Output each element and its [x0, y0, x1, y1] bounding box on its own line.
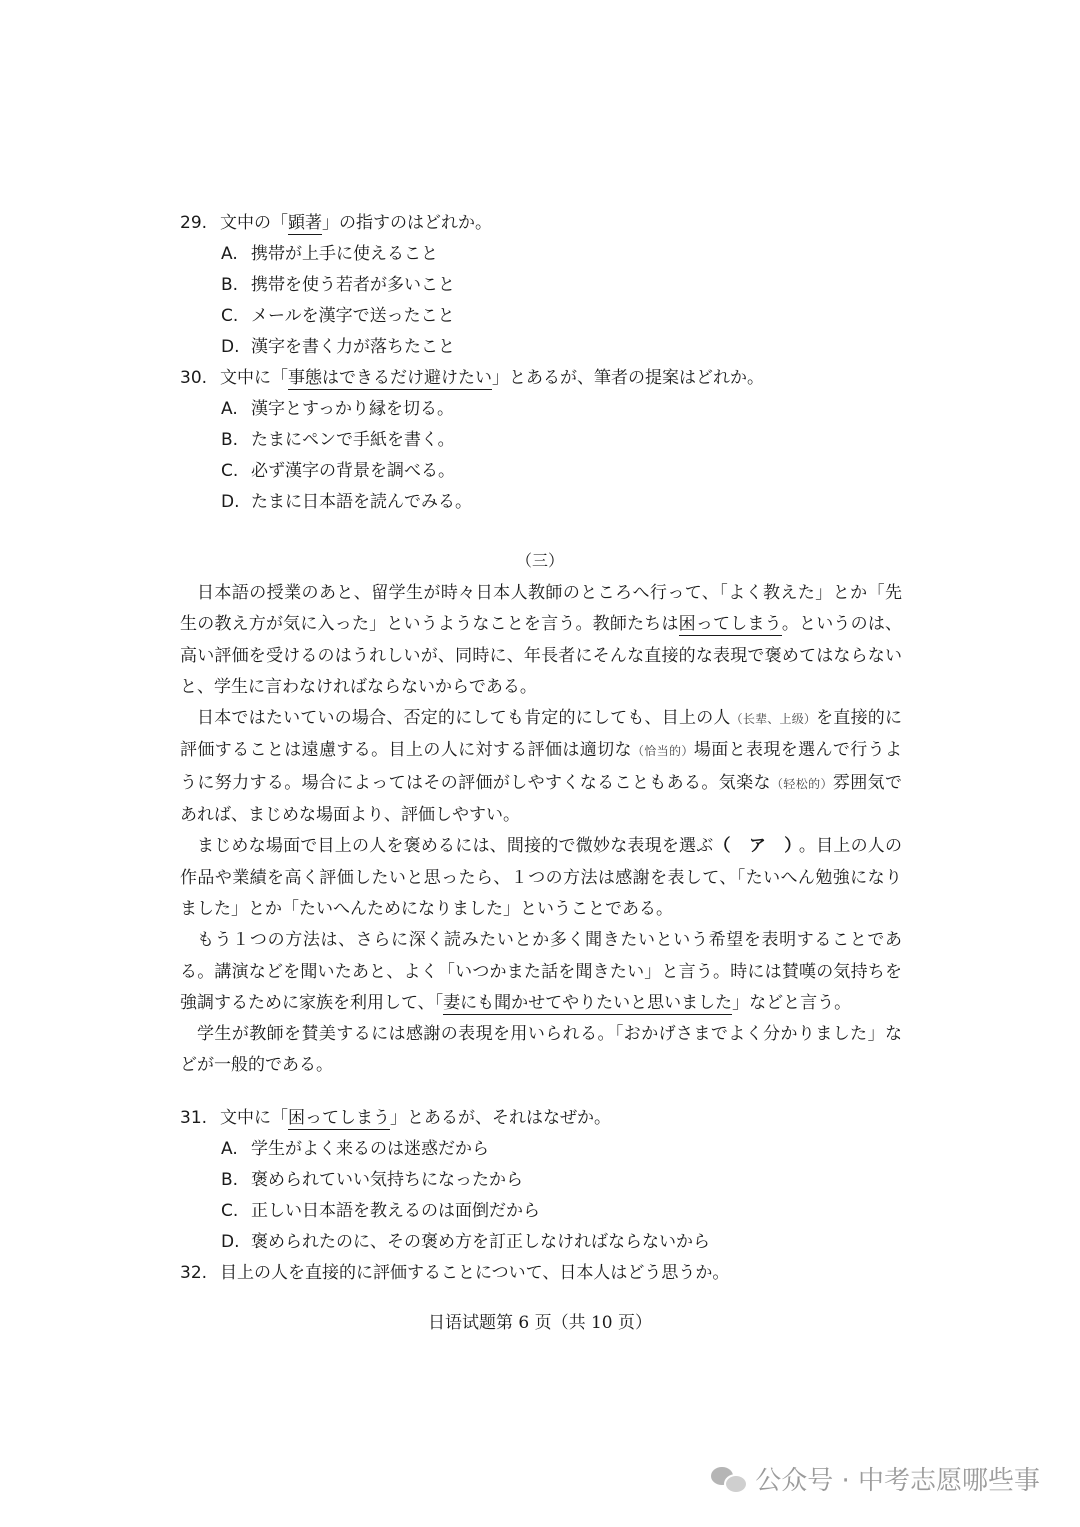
- q30-option-a: [221, 394, 454, 425]
- reading-passage: [180, 578, 902, 1082]
- text-run: 。目上の人の作品や業績を高く評価したいと思ったら、１つの方法は感謝を表して、「たいへん勉強になりました」とか「たいへんためになりました」ということである。: [180, 836, 903, 919]
- option-text: 正しい日本語を教えるのは面倒だから: [251, 1201, 540, 1221]
- passage-paragraph-2: [180, 703, 902, 831]
- option-letter: C.: [221, 461, 239, 481]
- question-number: 29.: [180, 213, 208, 233]
- text-run: を直接的に評価することは遠慮する。目上の人に対する評価は適切な: [180, 708, 902, 761]
- gloss-note: （恰当的）: [631, 744, 694, 759]
- q29-option-b: [221, 270, 455, 301]
- option-text: 褒められていい気持ちになったから: [251, 1170, 523, 1190]
- gloss-note: （长辈、上级）: [730, 712, 817, 727]
- text-run: 場面と表現を選んで行うように努力する。場合によってはその評価がしやすくなることもある。気楽な: [180, 740, 902, 793]
- option-letter: D.: [221, 1232, 240, 1252]
- question-number: 32.: [180, 1263, 208, 1283]
- question-29: [180, 208, 492, 239]
- question-30: [180, 363, 764, 394]
- q29-option-d: [221, 332, 455, 363]
- text-run: まじめな場面で目上の人を褒めるには、間接的で微妙な表現を選ぶ: [197, 836, 714, 857]
- question-text: 目上の人を直接的に評価することについて、日本人はどう思うか。: [220, 1263, 730, 1283]
- text-run: もう１つの方法は、さらに深く読みたいとか多く聞きたいという希望を表明することである。講演などを聞いたあと、よく「いつかまた話を聞きたい」と言う。時には賛嘆の気持ちを強調するために家族を利用して、「: [180, 930, 902, 1013]
- text-run: 」などと言う。: [732, 992, 852, 1013]
- underlined-term: 事態はできるだけ避けたい: [288, 368, 492, 388]
- wechat-icon: [711, 1465, 745, 1493]
- question-number: 31.: [180, 1108, 208, 1128]
- q29-option-a: [221, 239, 438, 270]
- question-31: [180, 1103, 611, 1134]
- q31-option-d: [221, 1227, 710, 1258]
- option-text: 必ず漢字の背景を調べる。: [251, 461, 455, 481]
- passage-paragraph-5: 学生が教師を賛美するには感謝の表現を用いられる。「おかげさまでよく分かりました」などが一般的である。: [180, 1024, 902, 1076]
- option-text: たまに日本語を読んでみる。: [251, 492, 472, 512]
- q31-option-c: [221, 1196, 540, 1227]
- q30-option-c: [221, 456, 455, 487]
- underlined-phrase: 困ってしまう: [678, 614, 782, 635]
- option-text: 携帯が上手に使えること: [251, 244, 438, 264]
- question-32: [180, 1258, 729, 1289]
- text-run: 日本ではたいていの場合、否定的にしても肯定的にしても、目上の人: [197, 708, 731, 729]
- question-text-pre: 文中に「: [220, 368, 288, 388]
- option-letter: A.: [221, 1139, 238, 1159]
- option-letter: B.: [221, 1170, 239, 1190]
- option-text: たまにペンで手紙を書く。: [251, 430, 455, 450]
- q30-option-d: [221, 487, 472, 518]
- watermark-text: 公众号 · 中考志愿哪些事: [755, 1466, 1040, 1496]
- question-text-post: 」の指すのはどれか。: [322, 213, 492, 233]
- question-text-pre: 文中の「: [220, 213, 288, 233]
- q31-option-b: [221, 1165, 523, 1196]
- option-letter: D.: [221, 492, 240, 512]
- question-text-post: 」とあるが、筆者の提案はどれか。: [492, 368, 764, 388]
- text-run: 。というのは、高い評価を受けるのはうれしいが、同時に、年長者にそんな直接的な表現で褒めてはならないと、学生に言わなければならないからである。: [180, 614, 903, 697]
- option-letter: B.: [221, 275, 239, 295]
- watermark: [711, 1460, 1040, 1497]
- option-text: 携帯を使う若者が多いこと: [251, 275, 455, 295]
- section-title: （三）: [515, 551, 564, 570]
- question-text-pre: 文中に「: [220, 1108, 288, 1128]
- option-letter: A.: [221, 244, 238, 264]
- option-text: メールを漢字で送ったこと: [251, 306, 455, 326]
- underlined-term: 顕著: [288, 213, 322, 233]
- gloss-note: （轻松的）: [770, 776, 833, 791]
- option-text: 漢字を書く力が落ちたこと: [251, 337, 455, 357]
- q30-option-b: [221, 425, 455, 456]
- page-footer: 日语试题第 6 页（共 10 页）: [427, 1313, 653, 1333]
- fill-blank: （ ア ）: [713, 836, 799, 857]
- option-letter: C.: [221, 306, 239, 326]
- passage-paragraph-3: [180, 831, 902, 925]
- text-run: 雰囲気であれば、まじめな場面より、評価しやすい。: [180, 772, 903, 826]
- option-letter: C.: [221, 1201, 239, 1221]
- option-letter: B.: [221, 430, 239, 450]
- option-letter: A.: [221, 399, 238, 419]
- option-text: 学生がよく来るのは迷惑だから: [251, 1139, 489, 1159]
- passage-paragraph-1: [180, 578, 902, 703]
- underlined-term: 困ってしまう: [288, 1108, 390, 1128]
- passage-paragraph-4: [180, 925, 902, 1019]
- option-text: 褒められたのに、その褒め方を訂正しなければならないから: [251, 1232, 710, 1252]
- option-letter: D.: [221, 337, 240, 357]
- question-number: 30.: [180, 368, 208, 388]
- underlined-phrase: 妻にも聞かせてやりたいと思いました: [443, 992, 733, 1013]
- text-run: 日本語の授業のあと、留学生が時々日本人教師のところへ行って、「よく教えた」とか「先生の教え方が気に入った」というようなことを言う。教師たちは: [180, 583, 902, 635]
- question-text-post: 」とあるが、それはなぜか。: [390, 1108, 611, 1128]
- q31-option-a: [221, 1134, 489, 1165]
- q29-option-c: [221, 301, 455, 332]
- option-text: 漢字とすっかり縁を切る。: [251, 399, 454, 419]
